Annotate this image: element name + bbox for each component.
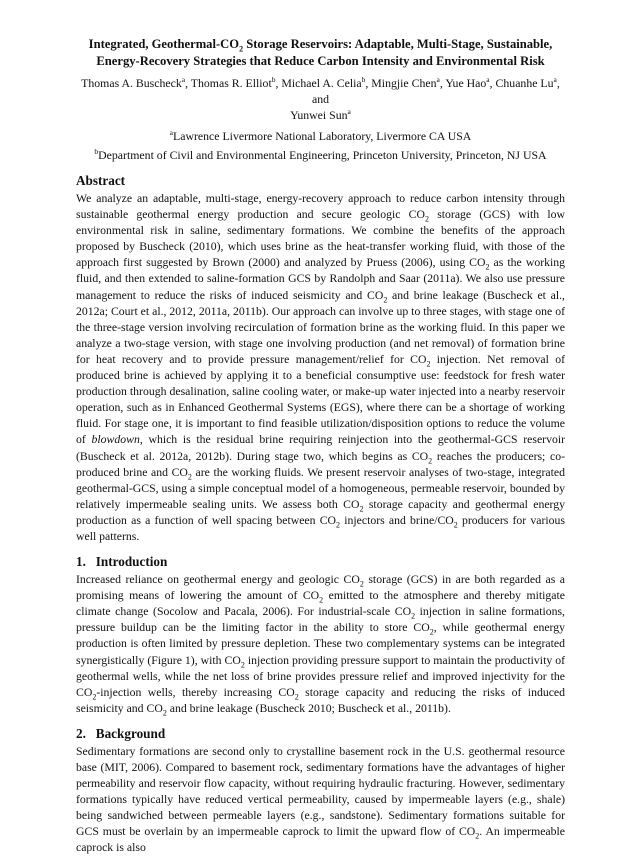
affiliation-text: Lawrence Livermore National Laboratory, Livermore CA USA (173, 129, 472, 143)
affiliation (76, 147, 565, 163)
title-line-2: Energy-Recovery Strategies that Reduce Carbon Intensity and Environmental Risk (96, 54, 545, 68)
author-name: Chuanhe Lu (495, 76, 554, 90)
introduction-heading: 1. Introduction (76, 554, 168, 570)
author-affiliation-mark: a (553, 75, 557, 85)
title-part: Integrated, Geothermal-CO (88, 37, 240, 51)
author-name: Yue Hao (445, 76, 487, 90)
introduction-text: Increased reliance on geothermal energy and geologic $CO_2$ storage (GCS) in are both regarded as a promising means of lowering the amount of $CO_2$ emitted to the atmosphere and thereby mitigate climate change (Socolow and Pacala, 2006). For industrial-scale $CO_2$ injection in saline formations, pressure buildup can be the limiting factor in the ability to store $CO_2$, while geothermal energy production is often limited by pressure depletion. These two complementary systems can be integrated synergistically (Figure 1), with $CO_2$ injection providing pressure support to maintain the productivity of geothermal wells, while the net loss of brine provides pressure relief and improved injectivity for the $CO_2$-injection wells, thereby increasing $CO_2$ storage capacity and reducing the risks of induced seismicity and $CO_2$ and brine leakage (Buscheck 2010; Buscheck et al., 2011b). (76, 573, 566, 718)
title-part: Storage Reservoirs: Adaptable, Multi-Stage, Sustainable, (243, 37, 553, 51)
background-text: Sedimentary formations are second only to crystalline basement rock in the U.S. geothermal resource base (MIT, 2006). Compared to basement rock, sedimentary formations have the advantages of higher permeability and reservoir flow capacity, without requiring hydraulic fracturing. However, sedimentary formations typically have reduced vertical permeability, caused by impermeable layers (e.g., shale) being sandwiched between permeable layers (e.g., sandstone). Sedimentary formations suitable for GCS must be overlain by an impermeable caprock to limit the upward flow of $CO_2$. An impermeable caprock is also (76, 744, 566, 855)
author-name: Thomas A. Buscheck (81, 76, 182, 90)
author-affiliation-mark: a (347, 107, 351, 117)
author-name: Yunwei Sun (290, 108, 348, 122)
author-name: Michael A. Celia (281, 76, 362, 90)
author-name: Mingjie Chen (371, 76, 437, 90)
author-name: Thomas R. Elliot (190, 76, 272, 90)
background-heading: 2. Background (76, 725, 166, 741)
affiliation-mark: b (94, 147, 99, 157)
affiliation (76, 128, 565, 144)
title-subscript: 2 (239, 44, 244, 54)
affiliation-mark: a (169, 128, 174, 138)
author-list: Thomas A. Buscheck$^a$, Thomas R. Elliot$^b$, Michael A. Celia$^b$, Mingjie Chen$^a$, Yue Hao$^a$, Chuanhe Lu$^a$, and Yunwei Sun$^a$ (81, 75, 560, 122)
author-affiliation-mark: a (486, 75, 490, 85)
author-affiliation-mark: a (181, 75, 186, 85)
affiliation-text: Department of Civil and Environmental Engineering, Princeton University, Princeton, NJ USA (98, 148, 547, 162)
abstract-text: We analyze an adaptable, multi-stage, energy-recovery approach to reduce carbon intensity through sustainable geothermal energy production and secure geologic $CO_2$ storage (GCS) with low environmental risk in saline, sedimentary formations. We combine the benefits of the approach proposed by Buscheck (2010), which uses brine as the heat-transfer working fluid, with those of the approach first suggested by Brown (2000) and analyzed by Pruess (2006), using $CO_2$ as the working fluid, and then extended to saline-formation GCS by Randolph and Saar (2011a). We also use pressure management to reduce the risks of induced seismicity and $CO_2$ and brine leakage (Buscheck et al., 2012a; Court et al., 2012, 2011a, 2011b). Our approach can involve up to three stages, with stage one of the three-stage version involving recirculation of formation brine as the working fluid. In this paper we analyze a two-stage version, with stage one involving production (and net removal) of formation brine for heat recovery and to provide pressure management/relief for $CO_2$ injection. Net removal of produced brine is achieved by applying it to a beneficial consumptive use: feedstock for fresh water production through desalination, saline cooling water, or make-up water injected into a nearby reservoir operation, such as in Enhanced Geothermal Systems (EGS), where there can be a shortage of working fluid. For stage one, it is important to find feasible utilization/disposition options to reduce the volume of blowdown, which is the residual brine requiring reinjection into the geothermal-GCS reservoir (Buscheck et al. 2012a, 2012b). During stage two, which begins as $CO_2$ reaches the producers; co-produced brine and $CO_2$ are the working fluids. We present reservoir analyses of two-stage, integrated geothermal-GCS, using a simple conceptual model of a homogeneous, permeable reservoir, bounded by relatively impermeable sealing units. We assess both $CO_2$ storage capacity and geothermal energy production as a function of well spacing between $CO_2$ injectors and brine/$CO_2$ producers for various well patterns. (76, 192, 565, 543)
paper-page (76, 36, 565, 857)
abstract-heading: Abstract (76, 173, 126, 188)
paper-title (76, 36, 565, 70)
author-affiliation-mark: b (361, 75, 366, 85)
affiliation-list (76, 128, 565, 163)
author-affiliation-mark: a (436, 75, 440, 85)
author-affiliation-mark: b (271, 75, 276, 85)
